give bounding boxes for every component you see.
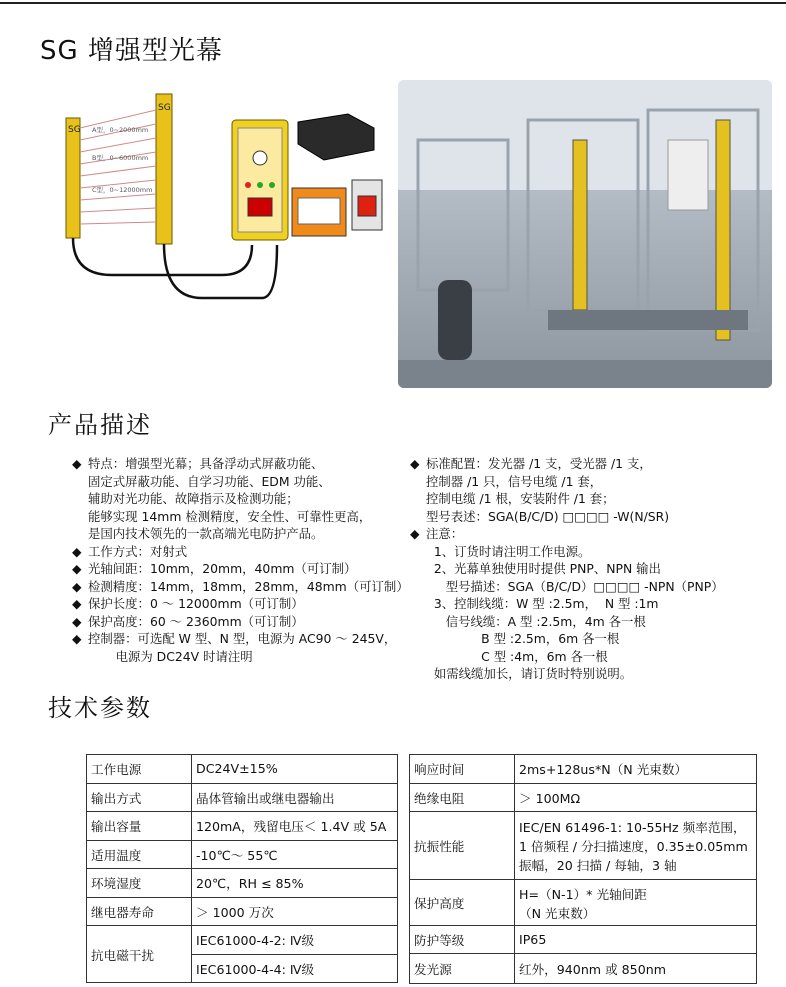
description-text: 如需线缆加长，请订货时特别说明。 — [426, 666, 633, 681]
spec-row — [87, 783, 398, 812]
description-line — [410, 665, 724, 683]
spec-row — [410, 880, 757, 926]
spec-label: 防护等级 — [410, 925, 515, 954]
spec-value: H=（N-1）* 光轴间距 （N 光束数） — [515, 880, 757, 926]
spec-value: 120mA，残留电压＜ 1.4V 或 5A — [192, 812, 398, 841]
description-line — [72, 578, 409, 596]
description-text: 控制电缆 /1 根，安装附件 /1 套； — [426, 491, 615, 506]
spec-label: 抗电磁干扰 — [87, 926, 192, 983]
description-line — [410, 578, 724, 596]
top-rule — [0, 2, 786, 4]
spec-value: 红外，940nm 或 850nm — [515, 954, 757, 984]
description-text: 标准配置：发光器 /1 支，受光器 /1 支， — [426, 456, 652, 471]
description-line — [410, 613, 724, 631]
description-line — [410, 525, 724, 543]
beam-label-b: B型，0~6000mm — [92, 154, 149, 162]
spec-row — [87, 869, 398, 898]
diamond-bullet-icon: ◆ — [72, 456, 82, 471]
spec-label: 绝缘电阻 — [410, 783, 515, 812]
emitter-logo: SG — [68, 125, 81, 135]
description-text: 是国内技术领先的一款高端光电防护产品。 — [88, 526, 324, 541]
spec-label: 适用温度 — [87, 840, 192, 869]
diamond-bullet-icon: ◆ — [72, 613, 82, 629]
description-line — [410, 473, 724, 491]
spec-value: IEC/EN 61496-1: 10-55Hz 频率范围， 1 倍频程 / 分扫描速度，0.35±0.05mm 振幅，20 扫描 / 每轴，3 轴 — [515, 812, 757, 880]
description-line — [72, 648, 409, 666]
spec-row — [410, 954, 757, 984]
light-curtain-left — [573, 140, 587, 310]
beam-label-c: C型，0~12000mm — [92, 186, 153, 194]
spec-value: ＞ 1000 万次 — [192, 897, 398, 926]
diamond-bullet-icon: ◆ — [72, 596, 82, 611]
description-line — [410, 455, 724, 473]
description-line — [72, 455, 409, 473]
spec-label: 输出方式 — [87, 783, 192, 812]
spec-label: 继电器寿命 — [87, 897, 192, 926]
description-text: 保护长度：0 ～ 12000mm（可订制） — [88, 596, 304, 611]
description-text: 特点：增强型光幕；具备浮动式屏蔽功能、 — [88, 456, 324, 471]
spec-row — [410, 812, 757, 880]
description-line — [410, 630, 724, 648]
description-text: 固定式屏蔽功能、自学习功能、EDM 功能、 — [88, 473, 331, 489]
description-line — [72, 508, 409, 526]
description-text: 3、控制线缆：W 型 :2.5m， N 型 :1m — [426, 596, 659, 611]
description-text: 型号表述：SGA(B/C/D) □□□□ -W(N/SR) — [426, 508, 670, 524]
description-line — [72, 595, 409, 613]
description-text: 控制器 /1 只，信号电缆 /1 套， — [426, 473, 603, 489]
diamond-bullet-icon: ◆ — [410, 456, 420, 471]
description-line — [410, 595, 724, 613]
spec-value: ＞ 100MΩ — [515, 783, 757, 812]
description-line — [72, 613, 409, 631]
description-line — [410, 648, 724, 666]
description-line — [72, 490, 409, 508]
spec-label: 抗振性能 — [410, 812, 515, 880]
spec-row — [410, 925, 757, 954]
diamond-bullet-icon: ◆ — [72, 578, 82, 594]
spec-label: 输出容量 — [87, 812, 192, 841]
spec-row — [87, 926, 398, 955]
description-line — [72, 630, 409, 648]
spec-row — [87, 840, 398, 869]
description-text: 工作方式：对射式 — [88, 543, 188, 559]
spec-value: IEC61000-4-2: Ⅳ级 — [192, 926, 398, 955]
diamond-bullet-icon: ◆ — [410, 526, 420, 541]
spec-label: 响应时间 — [410, 755, 515, 784]
diamond-bullet-icon: ◆ — [72, 631, 82, 646]
spec-label: 保护高度 — [410, 880, 515, 926]
product-illustration — [52, 80, 392, 320]
specs-heading: 技术参数 — [48, 694, 152, 722]
description-text: 电源为 DC24V 时请注明 — [88, 648, 253, 664]
description-line — [410, 490, 724, 508]
description-line — [72, 560, 409, 578]
spec-label: 环境湿度 — [87, 869, 192, 898]
page-title: SG 增强型光幕 — [40, 36, 223, 66]
description-text: 1、订货时请注明工作电源。 — [426, 543, 591, 559]
description-text: 控制器：可选配 W 型、N 型，电源为 AC90 ～ 245V， — [88, 631, 397, 646]
spec-value: DC24V±15% — [192, 755, 398, 784]
description-line — [410, 543, 724, 561]
spec-row — [87, 755, 398, 784]
description-text: 检测精度：14mm，18mm，28mm，48mm（可订制） — [88, 578, 409, 594]
description-text: 型号描述：SGA（B/C/D）□□□□ -NPN（PNP） — [426, 578, 724, 594]
receiver-logo: SG — [158, 103, 171, 113]
description-line — [410, 508, 724, 526]
description-right — [410, 455, 724, 683]
spec-label: 工作电源 — [87, 755, 192, 784]
spec-row — [410, 783, 757, 812]
description-text: 辅助对光功能、故障指示及检测功能； — [88, 491, 299, 506]
description-text: 能够实现 14mm 检测精度，安全性、可靠性更高， — [88, 508, 372, 524]
light-curtain-right — [716, 120, 730, 340]
spec-value: 晶体管输出或继电器输出 — [192, 783, 398, 812]
spec-value: 2ms+128us*N（N 光束数） — [515, 755, 757, 784]
receiver-cable — [164, 244, 277, 298]
description-text: 信号线缆：A 型 :2.5m，4m 各一根 — [426, 613, 646, 629]
description-heading: 产品描述 — [48, 411, 152, 439]
installation-photo — [398, 80, 772, 388]
diamond-bullet-icon: ◆ — [72, 543, 82, 559]
spec-value: IEC61000-4-4: Ⅳ级 — [192, 954, 398, 983]
description-text: B 型 :2.5m，6m 各一根 — [426, 631, 620, 646]
description-line — [72, 543, 409, 561]
spec-row — [410, 755, 757, 784]
spec-value: IP65 — [515, 925, 757, 954]
description-line — [410, 560, 724, 578]
controller-module-black — [298, 114, 374, 160]
description-text: 保护高度：60 ～ 2360mm（可订制） — [88, 613, 304, 629]
description-left — [72, 455, 409, 665]
receiver-bar — [156, 94, 172, 244]
spec-row — [87, 897, 398, 926]
spec-row — [87, 812, 398, 841]
spec-label: 发光源 — [410, 954, 515, 984]
diamond-bullet-icon: ◆ — [72, 561, 82, 576]
emitter-bar — [66, 118, 80, 238]
beam-label-a: A型，0~2000mm — [92, 126, 149, 134]
description-line — [72, 525, 409, 543]
description-text: 注意： — [426, 526, 464, 541]
description-text: C 型 :4m，6m 各一根 — [426, 648, 608, 664]
spec-value: -10℃～ 55℃ — [192, 840, 398, 869]
spec-table-right — [409, 754, 757, 984]
description-line — [72, 473, 409, 491]
description-text: 光轴间距：10mm，20mm，40mm（可订制） — [88, 561, 357, 576]
description-text: 2、光幕单独使用时提供 PNP、NPN 输出 — [426, 561, 661, 576]
spec-table-left — [86, 754, 398, 983]
spec-value: 20℃，RH ≤ 85% — [192, 869, 398, 898]
